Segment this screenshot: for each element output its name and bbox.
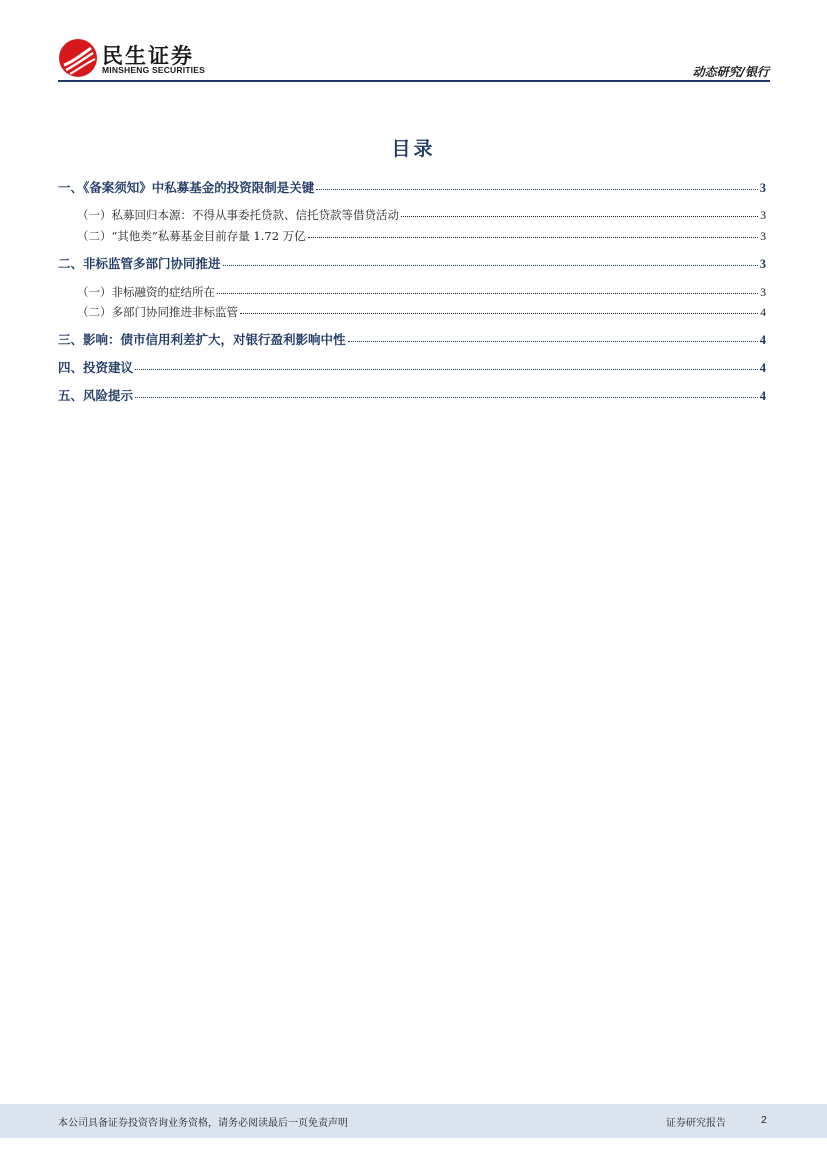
- header-divider: [58, 80, 770, 82]
- toc-dot-leader: [223, 253, 758, 266]
- toc-entry-title: 三、影响：债市信用利差扩大，对银行盈利影响中性: [58, 332, 346, 347]
- toc-entry-page: 4: [759, 361, 766, 375]
- toc-entry-page: 3: [760, 231, 766, 243]
- toc-entry-title: 一、《备案须知》中私募基金的投资限制是关键: [58, 180, 315, 195]
- minsheng-logo-icon: [58, 38, 98, 78]
- toc-entry-title: 五、风险提示: [58, 388, 134, 403]
- toc-entry-title: 二、非标监管多部门协同推进: [58, 256, 221, 271]
- footer-disclaimer: 本公司具备证券投资咨询业务资格，请务必阅读最后一页免责声明: [58, 1118, 348, 1129]
- toc-entry-title: 四、投资建议: [58, 360, 134, 375]
- toc-entry-page: 3: [760, 287, 766, 299]
- toc-entry[interactable]: [58, 255, 766, 273]
- toc-dot-leader: [240, 301, 758, 314]
- toc-subentry[interactable]: [77, 227, 766, 245]
- toc-dot-leader: [217, 281, 758, 294]
- toc-entry-title: （一）私募回归本源：不得从事委托贷款、信托贷款等借贷活动: [77, 208, 399, 222]
- toc-entry[interactable]: [58, 359, 766, 377]
- toc-entry-title: （一）非标融资的症结所在: [77, 285, 215, 299]
- toc-dot-leader: [308, 225, 759, 238]
- toc-subentry[interactable]: [77, 303, 766, 321]
- toc-entry-page: 4: [759, 389, 766, 403]
- footer-report-label: 证券研究报告: [666, 1118, 726, 1129]
- toc-dot-leader: [135, 357, 758, 370]
- toc-entry[interactable]: [58, 179, 766, 197]
- toc-entry-page: 3: [759, 257, 766, 271]
- toc-entry-page: 3: [760, 210, 766, 222]
- page-footer: [0, 1104, 827, 1138]
- logo-english-name: MINSHENG SECURITIES: [102, 65, 205, 75]
- toc-entry-page: 3: [759, 181, 766, 195]
- report-type: 动态研究/银行: [692, 65, 769, 79]
- toc-entry-page: 4: [760, 307, 766, 319]
- logo-chinese-name: 民生证券: [102, 44, 194, 68]
- toc-entry-title: （二）多部门协同推进非标监管: [77, 305, 238, 319]
- page-header: [0, 0, 827, 85]
- toc-entry[interactable]: [58, 387, 766, 405]
- toc-dot-leader: [316, 177, 757, 190]
- page-number: 2: [761, 1114, 767, 1126]
- toc-subentry[interactable]: [77, 206, 766, 224]
- toc-entry-page: 4: [759, 333, 766, 347]
- toc-entry[interactable]: [58, 331, 766, 349]
- toc-dot-leader: [401, 204, 758, 217]
- toc-dot-leader: [348, 329, 758, 342]
- toc-entry-title: （二）“其他类”私募基金目前存量 1.72 万亿: [77, 229, 306, 243]
- toc-dot-leader: [135, 385, 758, 398]
- toc-title: 目录: [391, 138, 436, 160]
- toc-subentry[interactable]: [77, 283, 766, 301]
